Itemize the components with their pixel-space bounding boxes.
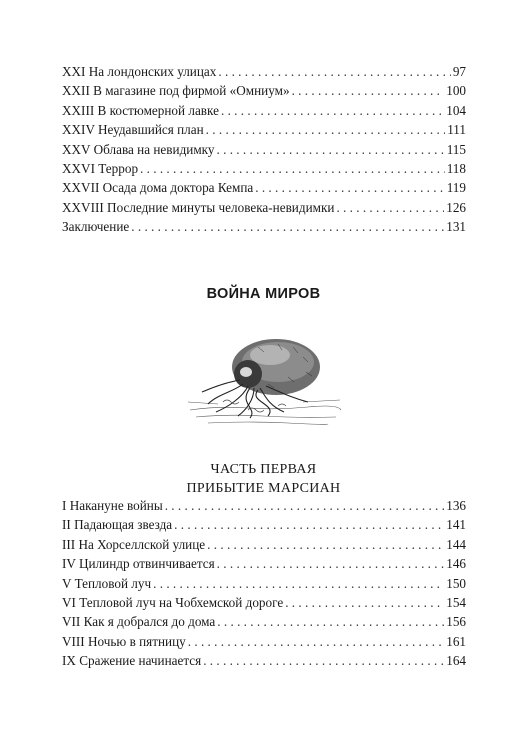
toc-row[interactable] — [62, 593, 466, 612]
toc-war-of-worlds — [62, 496, 466, 671]
toc-entry-page: 104 — [446, 102, 466, 118]
toc-entry-page: 100 — [446, 83, 466, 99]
toc-entry-page: 111 — [447, 122, 466, 138]
toc-entry-page: 150 — [446, 575, 466, 591]
toc-entry-page: 141 — [446, 517, 466, 533]
dot-leader — [217, 554, 445, 573]
toc-row[interactable] — [62, 612, 466, 631]
dot-leader — [292, 81, 445, 100]
dot-leader — [255, 178, 444, 197]
toc-entry-page: 118 — [446, 160, 466, 176]
toc-entry-page: 131 — [446, 219, 466, 235]
toc-row[interactable] — [62, 651, 466, 670]
toc-entry-title: VI Тепловой луч на Чобхемской дороге — [62, 594, 284, 610]
toc-row[interactable] — [62, 159, 466, 178]
part-subtitle: ПРИБЫТИЕ МАРСИАН — [186, 481, 341, 496]
toc-row[interactable] — [62, 496, 466, 515]
dot-leader — [285, 593, 444, 612]
dot-leader — [221, 101, 444, 120]
toc-entry-page: 126 — [446, 199, 466, 215]
toc-row[interactable] — [62, 632, 466, 651]
dot-leader — [203, 651, 444, 670]
toc-entry-page: 144 — [446, 536, 466, 552]
toc-row[interactable] — [62, 62, 466, 81]
toc-entry-title: II Падающая звезда — [62, 517, 173, 533]
toc-row[interactable] — [62, 120, 466, 139]
toc-entry-title: IX Сражение начинается — [62, 653, 202, 669]
toc-invisible-man — [62, 62, 466, 237]
toc-entry-page: 161 — [446, 633, 466, 649]
toc-row[interactable] — [62, 198, 466, 217]
dot-leader — [207, 535, 444, 554]
toc-entry-title: VIII Ночью в пятницу — [62, 633, 186, 649]
dot-leader — [131, 217, 444, 236]
toc-row[interactable] — [62, 81, 466, 100]
toc-entry-title: Заключение — [62, 219, 130, 235]
toc-row[interactable] — [62, 101, 466, 120]
toc-row[interactable] — [62, 178, 466, 197]
toc-entry-title: IV Цилиндр отвинчивается — [62, 556, 215, 572]
dot-leader — [153, 574, 444, 593]
toc-entry-page: 156 — [446, 614, 466, 630]
toc-entry-title: XXV Облава на невидимку — [62, 141, 215, 157]
toc-entry-page: 136 — [446, 498, 466, 513]
toc-entry-title: VII Как я добрался до дома — [62, 614, 216, 630]
toc-entry-title: III На Хорселлской улице — [62, 536, 206, 552]
toc-row[interactable] — [62, 515, 466, 534]
part-label: ЧАСТЬ ПЕРВАЯ — [210, 462, 317, 477]
toc-entry-title: XXI На лондонских улицах — [62, 64, 217, 79]
toc-entry-page: 115 — [446, 141, 466, 157]
toc-entry-page: 164 — [446, 653, 466, 669]
toc-entry-page: 97 — [452, 64, 466, 79]
section-title: ВОЙНА МИРОВ — [206, 286, 321, 302]
toc-row[interactable] — [62, 140, 466, 159]
toc-row[interactable] — [62, 535, 466, 554]
dot-leader — [188, 632, 444, 651]
toc-entry-title: XXIV Неудавшийся план — [62, 122, 204, 138]
toc-entry-title: I Накануне войны — [62, 498, 163, 513]
toc-entry-page: 119 — [446, 180, 466, 196]
dot-leader — [206, 120, 446, 139]
dot-leader — [174, 515, 444, 534]
toc-row[interactable] — [62, 554, 466, 573]
dot-leader — [217, 140, 445, 159]
toc-entry-page: 146 — [446, 556, 466, 572]
toc-row[interactable] — [62, 574, 466, 593]
toc-entry-title: XXIII В костюмерной лавке — [62, 102, 219, 118]
toc-entry-title: XXII В магазине под фирмой «Омниум» — [62, 83, 290, 99]
toc-entry-page: 154 — [446, 594, 466, 610]
toc-entry-title: XXVI Террор — [62, 160, 139, 176]
dot-leader — [140, 159, 445, 178]
dot-leader — [165, 496, 445, 515]
toc-entry-title: V Тепловой луч — [62, 575, 152, 591]
toc-entry-title: XXVIII Последние минуты человека-невидимки — [62, 199, 335, 215]
martian-cylinder-illustration-icon — [188, 322, 343, 432]
dot-leader — [217, 612, 444, 631]
dot-leader — [336, 198, 444, 217]
toc-entry-title: XXVII Осада дома доктора Кемпа — [62, 180, 254, 196]
dot-leader — [218, 62, 450, 81]
toc-row[interactable] — [62, 217, 466, 236]
